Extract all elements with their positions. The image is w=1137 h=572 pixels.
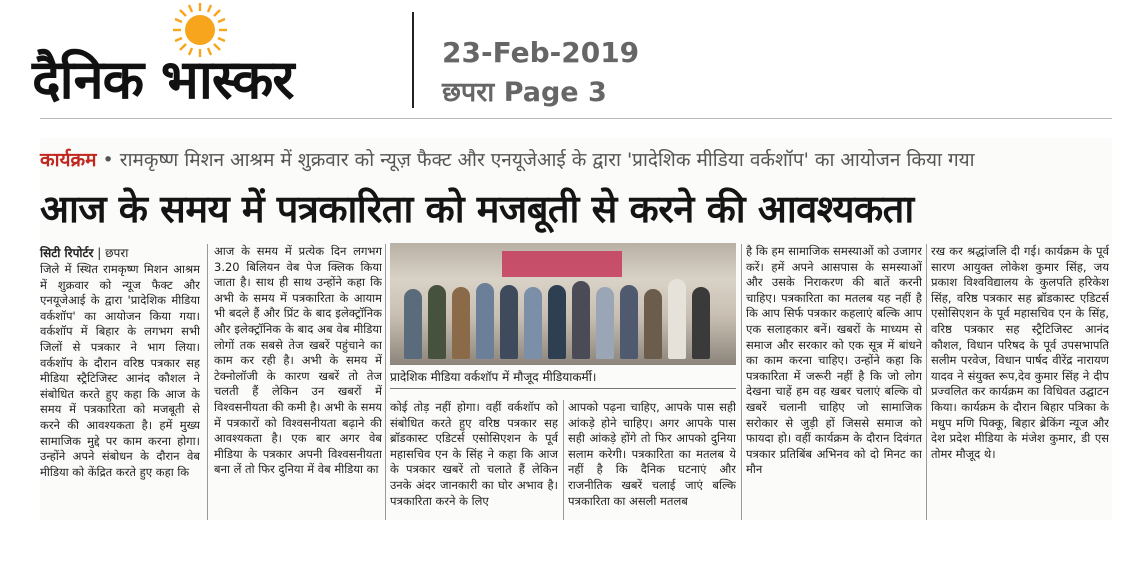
column-rule (385, 244, 386, 520)
article-column-3: कोई तोड़ नहीं होगा। वहीं वर्कशॉप को संबोधित करते हुए वरिष्ठ पत्रकार सह ब्रॉडकास्ट एडिटर्स एसोसिएशन के पूर्व महासचिव एन के सिंह ने कहा कि आज के पत्रकार खबरें तो चलाते हैं लेकिन उनके अंदर जानकारी का घोर अभाव है। पत्रकारिता करने के लिए (390, 400, 558, 508)
photo-person (452, 287, 470, 359)
photo-person (644, 289, 662, 359)
masthead (0, 0, 1137, 118)
photo-person (620, 285, 638, 359)
kicker-bullet: • (102, 149, 120, 171)
photo-person (428, 285, 446, 359)
kicker-label: कार्यक्रम (40, 149, 97, 171)
photo-person (692, 287, 710, 359)
photo-person (500, 285, 518, 359)
column-rule (563, 400, 564, 520)
event-photo (390, 243, 736, 365)
photo-person (476, 283, 494, 359)
photo-person (404, 289, 422, 359)
photo-person (524, 287, 542, 359)
article-column-5: है कि हम सामाजिक समस्याओं को उजागर करें। हमें अपने आसपास के समस्याओं और उसके निराकरण की बातें करनी चाहिए। पत्रकारिता का मतलब यह नहीं है कि आप सिर्फ पत्रकार कहलाएं बल्कि आप एक सलाहकार बनें। खबरों के माध्यम से समाज और सरकार को एक सूत्र में बांधने का काम करना चाहिए। उन्होंने कहा कि पत्रकारिता में जरूरी नहीं है कि जो लोग देखना चाहें हम वह खबर चलाएं बल्कि वो खबरें चलानी चाहिए जो सामाजिक सरोकार से जुड़ी हों जिससे समाज को फायदा हो। वहीं कार्यक्रम के दौरान दिवंगत पत्रकार प्रतिबिंब अभिनव को दो मिनट का मौन (746, 244, 922, 477)
brand-logo-text: दैनिक भास्कर (32, 48, 294, 111)
column-rule (926, 244, 927, 520)
photo-person (668, 279, 686, 359)
publication-date: 23-Feb-2019 (442, 36, 640, 69)
article-column-2: आज के समय में प्रत्येक दिन लगभग 3.20 बिलियन वेब पेज क्लिक किया जाता है। साथ ही साथ उन्होंने कहा कि अभी के समय में पत्रकारिता के आयाम भी बदले हैं और प्रिंट के बाद इलेक्ट्रॉनिक और इलेक्ट्रॉनिक के बाद अब वेब मीडिया लोगों तक सबसे तेज खबरें पहुंचाने का काम कर रही है। अभी के समय में टेक्नोलॉजी के कारण खबरें तो तेज चलती हैं लेकिन उन खबरों में विश्वसनीयता की कमी है। अभी के समय में पत्रकारों को विश्वसनीयता बढ़ाने की आवश्यकता है। एक बार अगर वेब मीडिया के पत्रकार अपनी विश्वसनीयता बना लें तो फिर दुनिया में वेब मीडिया का (214, 244, 382, 477)
article-headline: आज के समय में पत्रकारिता को मजबूती से करने की आवश्यकता (40, 187, 914, 231)
column-rule (741, 244, 742, 520)
byline-separator: | (97, 246, 106, 260)
edition-page: छपरा Page 3 (442, 77, 607, 108)
masthead-divider (412, 12, 414, 108)
photo-caption: प्रादेशिक मीडिया वर्कशॉप में मौजूद मीडियाकर्मी। (390, 368, 736, 389)
article-kicker (40, 146, 975, 172)
photo-person (572, 281, 590, 359)
article-column-6: रख कर श्रद्धांजलि दी गई। कार्यक्रम के पूर्व सारण आयुक्त लोकेश कुमार सिंह, जय प्रकाश विश्वविद्यालय के कुलपति हरिकेश सिंह, वरिष्ठ पत्रकार सह ब्रॉडकास्ट एडिटर्स एसोसिएशन के पूर्व महासचिव एन के सिंह, वरिष्ठ पत्रकार सह स्ट्रैटिजिस्ट आनंद कौशल, विधान परिषद के पूर्व उपसभापति सलीम परवेज, विधान पार्षद वीरेंद्र नारायण यादव ने संयुक्त रूप,देव कुमार सिंह ने दीप प्रज्वलित कर कार्यक्रम का विधिवत उद्घाटन किया। कार्यक्रम के दौरान बिहार पत्रिका के मधुप मणि पिक्कू, बिहार ब्रेकिंग न्यूज और देश प्रदेश मीडिया के मंजेश कुमार, डी एस तोमर मौजूद थे। (931, 244, 1109, 461)
photo-banner (502, 251, 622, 277)
byline-place: छपरा (105, 246, 129, 260)
byline-reporter: सिटी रिपोर्टर (40, 246, 94, 260)
newspaper-clip (40, 138, 1112, 520)
article-column-4: आपको पढ़ना चाहिए, आपके पास सही आंकड़े होने चाहिए। अगर आपके पास सही आंकड़े होंगे तो फिर आपको दुनिया सलाम करेगी। पत्रकारिता का मतलब ये नहीं है कि दैनिक घटनाएं और राजनीतिक खबरें चलाई जाएं बल्कि पत्रकारिता का असली मतलब (568, 400, 736, 508)
kicker-text: रामकृष्ण मिशन आश्रम में शुक्रवार को न्यूज़ फैक्ट और एनयूजेआई के द्वारा 'प्रादेशिक मीडिया वर्कशॉप' का आयोजन किया गया (119, 149, 975, 171)
article-column-1: जिले में स्थित रामकृष्ण मिशन आश्रम में शुक्रवार को न्यूज फैक्ट और एनयूजेआई के द्वारा 'प्रादेशिक मीडिया वर्कशॉप' का आयोजन किया गया। वर्कशॉप में बिहार के लगभग सभी जिलों से पत्रकार ने भाग लिया। वर्कशॉप के दौरान वरिष्ठ पत्रकार सह मीडिया स्ट्रैटिजिस्ट आनंद कौशल ने संबोधित करते हुए कहा कि आज के समय में पत्रकारिता को मजबूती से करने की आवश्यकता है। हमें मुख्य सामाजिक मुद्दे पर काम करना होगा। उन्होंने अपने संबोधन के दौरान वेब मीडिया को केंद्रित करते हुए कहा कि (40, 262, 200, 479)
clipped-previous-text-strip (40, 118, 1112, 133)
byline (40, 244, 200, 261)
column-rule (207, 244, 208, 520)
photo-person (548, 285, 566, 359)
photo-person (596, 287, 614, 359)
